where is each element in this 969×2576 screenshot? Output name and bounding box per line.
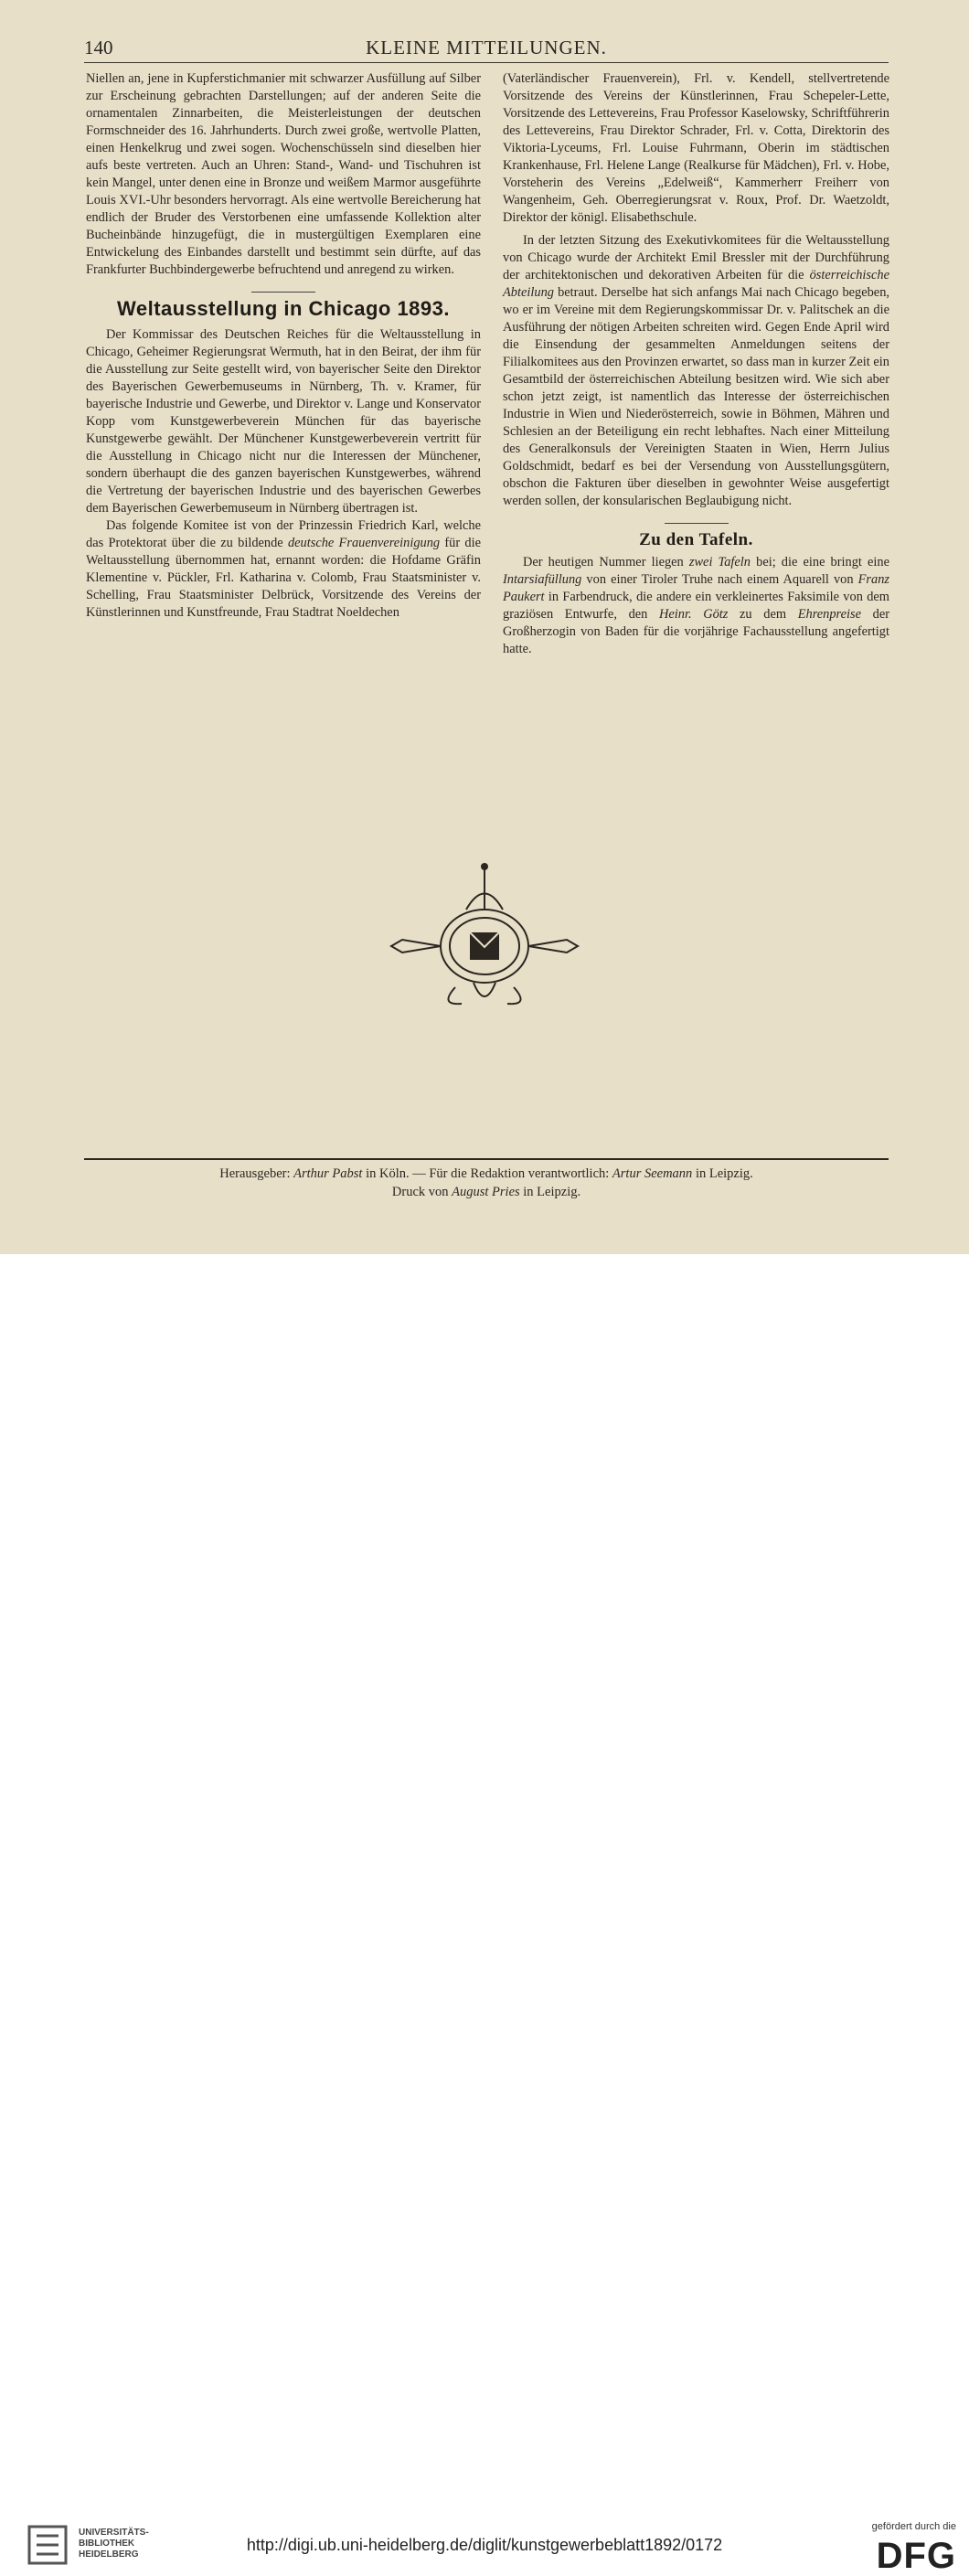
source-url-link[interactable]: http://digi.ub.uni-heidelberg.de/diglit/kunstgewerbeblatt1892/0172 bbox=[246, 2536, 723, 2554]
page-header bbox=[84, 37, 889, 60]
digitization-bar bbox=[0, 1254, 969, 2576]
page-number: 140 bbox=[84, 37, 113, 59]
section-divider bbox=[665, 523, 729, 524]
library-name: UNIVERSITÄTS- BIBLIOTHEK HEIDELBERG bbox=[79, 2528, 149, 2560]
right-paragraph-3: Der heutigen Nummer liegen zwei Tafeln bei; die eine bringt eine Intarsiafüllung von einer Tiroler Truhe nach einem Aquarell von Franz Paukert in Farbendruck, die andere ein verkleinertes Faksimile von dem graziösen Entwurfe, den Heinr. Götz zu dem Ehrenpreise der Großherzogin von Baden für die vorjährige Fachausstellung angefertigt hatte. bbox=[503, 555, 890, 656]
left-paragraph-1: Niellen an, jene in Kupferstichmanier mit schwarzer Ausfüllung auf Silber zur Erscheinung gebrachten Darstellungen; auf der anderen Seite die ornamentalen Zinnarbeiten, die Meisterleistungen der deutschen Formschneider des 16. Jahrhunderts. Durch zwei große, wertvolle Platten, einen Henkelkrug und zwei sogen. Wochenschüsseln sind dieselben hier aufs beste vertreten. Auch an Uhren: Stand-, Wand- und Tischuhren ist kein Mangel, unter denen eine in Bronze und weißem Marmor ausgeführte Louis XVI.-Uhr besonders hervorragt. Als eine wertvolle Bereicherung hat endlich der Bruder des Verstorbenen eine umfassende Kollektion alter Bucheinbände hinzugefügt, die in mustergültigen Exemplaren eine Entwickelung des Einbandes darstellt und bestimmt sein dürfte, auf das Frankfurter Buchbindergewerbe befruchtend und anregend zu wirken. bbox=[86, 71, 481, 277]
left-column bbox=[86, 70, 481, 622]
heading-chicago: Weltausstellung in Chicago 1893. bbox=[116, 297, 450, 320]
left-paragraph-2: Der Kommissar des Deutschen Reiches für die Weltausstellung in Chicago, Geheimer Regierungsrat Wermuth, hat in den Beirat, der ihm für die Ausstellung zur Seite gestellt wird, von bayerischer Seite den Direktor des Bayerischen Gewerbemuseums in Nürnberg, Th. v. Kramer, für bayerische Industrie und Gewerbe, und Direktor v. Lange und Konservator Kopp vom Kunstgewerbeverein München für das bayerische Kunstgewerbe gewählt. Der Münchener Kunstgewerbeverein vertritt für die Ausstellung in Chicago nicht nur die Interessen der Münchener, sondern überhaupt die des ganzen bayerischen Kunstgewerbes, während die Vertretung der bayerischen Industrie und des bayerischen Gewerbes dem Bayerischen Gewerbemuseum in Nürnberg übertragen ist. bbox=[86, 327, 481, 516]
heading-tafeln: Zu den Tafeln. bbox=[639, 530, 753, 549]
section-divider bbox=[251, 292, 315, 293]
right-column bbox=[503, 70, 889, 658]
right-paragraph-1: (Vaterländischer Frauenverein), Frl. v. Kendell, stellvertretende Vorsitzende des Vereins der Künstlerinnen, Frau Schepeler-Lette, Vorsitzende des Lettevereins, Frau Professor Kaselowsky, Schriftführerin des Lettevereins, Frau Direktor Schrader, Frl. v. Cotta, Direktorin des Viktoria-Lyceums, Frl. Louise Fuhrmann, Oberin im städtischen Krankenhause, Frl. Helene Lange (Realkurse für Mädchen), Frl. v. Hobe, Vorsteherin des Vereins „Edelweiß“, Kammerherr Freiherr von Wangenheim, Geh. Oberregierungsrat v. Roux, Prof. Dr. Waetzoldt, Direktor der königl. Elisabethschule. bbox=[503, 71, 889, 225]
emphasis: deutsche Frauenvereinigung bbox=[287, 536, 441, 550]
decorative-ornament-icon bbox=[375, 859, 594, 1015]
left-paragraph-3: Das folgende Komitee ist von der Prinzessin Friedrich Karl, welche das Protektorat über die zu bildende deutsche Frauenvereinigung für die Weltausstellung übernommen hat, ernannt worden: die Hofdame Gräfin Klementine v. Pückler, Frl. Katharina v. Colomb, Frau Staatsminister v. Schelling, Frau Staatsminister Delbrück, Vorsitzende des Vereins der Künstlerinnen und Kunstfreunde, Frau Stadtrat Noeldechen bbox=[86, 518, 481, 620]
funding-note: gefördert durch die bbox=[871, 2521, 956, 2532]
header-rule bbox=[84, 62, 889, 63]
footer-rule bbox=[84, 1158, 889, 1160]
right-paragraph-2: In der letzten Sitzung des Exekutivkomitees für die Weltausstellung von Chicago wurde der Architekt Emil Bressler mit der Durchführung der architektonischen und dekorativen Arbeiten für die österreichische Abteilung betraut. Derselbe hat sich anfangs Mai nach Chicago begeben, wo er im Vereine mit dem Regierungskommissar Dr. v. Palitschek an die Ausführung der nötigen Arbeiten schreiten wird. Gegen Ende April wird die Einsendung der gesammelten Anmeldungen seitens der Filialkomitees aus den Provinzen erwartet, so dass man in kurzer Zeit ein Gesamtbild der österreichischen Abteilung besitzen wird. Wie sich aber schon jetzt zeigt, ist namentlich das Interesse der österreichischen Industrie in Wien und Niederösterreich, sowie in Böhmen, Mähren und Schlesien an der Beteiligung ein recht lebhaftes. Nach einer Mitteilung des Generalkonsuls der Vereinigten Staaten in Wien, Herrn Julius Goldschmidt, bedarf es bei der Versendung von Ausstellungsgütern, obschon die Fakturen über dieselben in gewohnter Weise ausgefertigt werden sollen, der konsularischen Beglaubigung nicht. bbox=[503, 233, 889, 508]
dfg-logo: DFG bbox=[876, 2536, 956, 2576]
running-title: KLEINE MITTEILUNGEN. bbox=[366, 37, 607, 59]
emphasis: österreichische Abteilung bbox=[503, 268, 889, 300]
imprint: Herausgeber: Arthur Pabst in Köln. — Für die Redaktion verantwortlich: Artur Seemann in Leipzig. Druck von August Pries in Leipzig. bbox=[219, 1166, 753, 1199]
scanned-page bbox=[0, 0, 969, 1254]
